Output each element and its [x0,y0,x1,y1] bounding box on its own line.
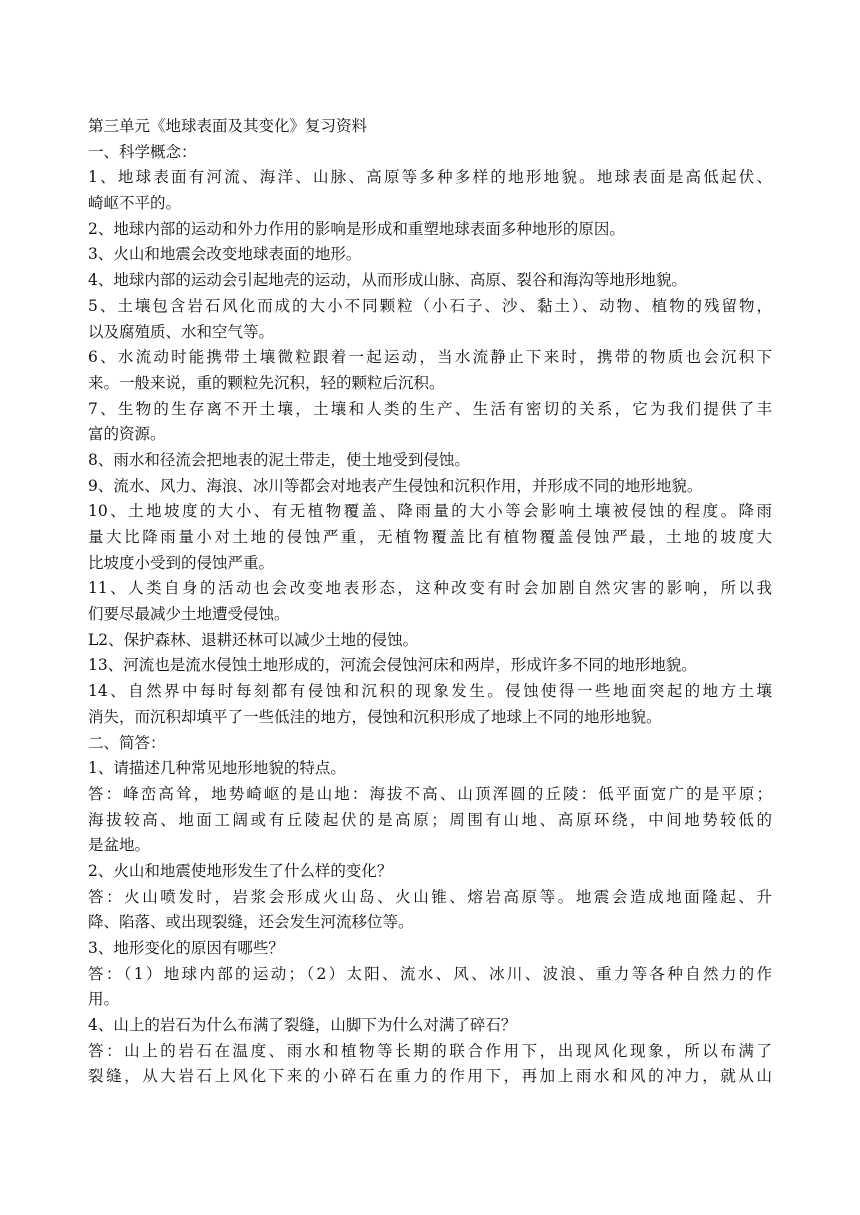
document-title: 第三单元《地球表面及其变化》复习资料 [88,117,368,135]
text-line: 2、地球内部的运动和外力作用的影响是形成和重塑地球表面多种地形的原因。 [88,219,625,238]
text-line: 答：山上的岩石在温度、雨水和植物等长期的联合作用下，出现风化现象，所以布满了 [88,1041,772,1060]
text-line: 裂缝，从大岩石上风化下来的小碎石在重力的作用下，再加上雨水和风的冲力，就从山 [88,1067,772,1086]
text-line: 8、雨水和径流会把地表的泥土带走，使土地受到侵蚀。 [88,450,470,469]
text-line: 7、生物的生存离不开土壤，土壤和人类的生产、生活有密切的关系，它为我们提供了丰 [88,399,772,418]
text-line: 是盆地。 [88,836,151,855]
text-line: 答：峰峦高耸，地势崎岖的是山地：海拔不高、山顶浑圆的丘陵：低平面宽广的是平原； [88,784,772,803]
text-line: 量大比降雨量小对土地的侵蚀严重，无植物覆盖比有植物覆盖侵蚀严最，土地的坡度大 [88,528,772,546]
text-line: 5、土壤包含岩石风化而成的大小不同颗粒（小石子、沙、黏土）、动物、植物的残留物， [88,296,772,315]
text-line: 比坡度小受到的侵蚀严重。 [88,553,275,572]
text-line: 11、人类自身的活动也会改变地表形态，这种改变有时会加剧自然灾害的影响，所以我 [88,579,772,598]
text-line: L2、保护森林、退耕还林可以减少土地的侵蚀。 [88,630,419,649]
text-line: 一、科学概念： [88,142,197,161]
text-line: 富的资源。 [88,425,166,444]
text-line: 二、简答： [88,733,166,752]
text-line: 3、火山和地震会改变地球表面的地形。 [88,245,362,264]
text-line: 4、山上的岩石为什么布满了裂缝，山脚下为什么对满了碎石？ [88,1016,517,1035]
text-line: 13、河流也是流水侵蚀土地形成的，河流会侵蚀河床和两岸，形成许多不同的地形地貌。 [88,656,697,675]
document-body [88,114,772,1090]
text-line: 10、土地坡度的大小、有无植物覆盖、降雨量的大小等会影响土壤被侵蚀的程度。降雨 [88,502,772,521]
text-line: 1、地球表面有河流、海洋、山脉、高原等多种多样的地形地貌。地球表面是高低起伏、 [88,168,772,187]
text-line: 9、流水、风力、海浪、冰川等都会对地表产生侵蚀和沉积作用，并形成不同的地形地貌。 [88,476,703,495]
text-line: 答：（1）地球内部的运动；（2）太阳、流水、风、冰川、波浪、重力等各种自然力的作 [88,964,772,983]
text-line: 消失，而沉积却填平了一些低洼的地方，侵蚀和沉积形成了地球上不同的地形地貌。 [88,707,662,726]
text-line: 1、请描述几种常见地形地貌的特点。 [88,759,346,778]
text-line: 降、陷落、或出现裂缝，还会发生河流移位等。 [88,913,414,932]
text-line: 们要尽最减少土地遭受侵蚀。 [88,605,290,624]
text-line: 崎岖不平的。 [88,194,182,213]
text-line: 6、水流动时能携带土壤微粒跟着一起运动，当水流静止下来时，携带的物质也会沉积下 [88,348,772,367]
text-line: 答：火山喷发时，岩浆会形成火山岛、火山锥、熔岩高原等。地震会造成地面隆起、升 [88,887,772,906]
text-line: 来。一般来说，重的颗粒先沉积，轻的颗粒后沉积。 [88,373,445,392]
text-line: 以及腐殖质、水和空气等。 [88,322,275,341]
text-line: 4、地球内部的运动会引起地壳的运动，从而形成山脉、高原、裂谷和海沟等地形地貌。 [88,271,687,290]
text-line: 3、地形变化的原因有哪些？ [88,939,284,957]
text-line: 2、火山和地震使地形发生了什么样的变化？ [88,861,393,880]
text-line: 海拔较高、地面工阔或有丘陵起伏的是高原；周围有山地、高原环绕，中间地势较低的 [88,810,772,829]
text-line: 用。 [88,990,120,1009]
text-line: 14、自然界中每时每刻都有侵蚀和沉积的现象发生。侵蚀使得一些地面突起的地方土壤 [88,682,772,701]
